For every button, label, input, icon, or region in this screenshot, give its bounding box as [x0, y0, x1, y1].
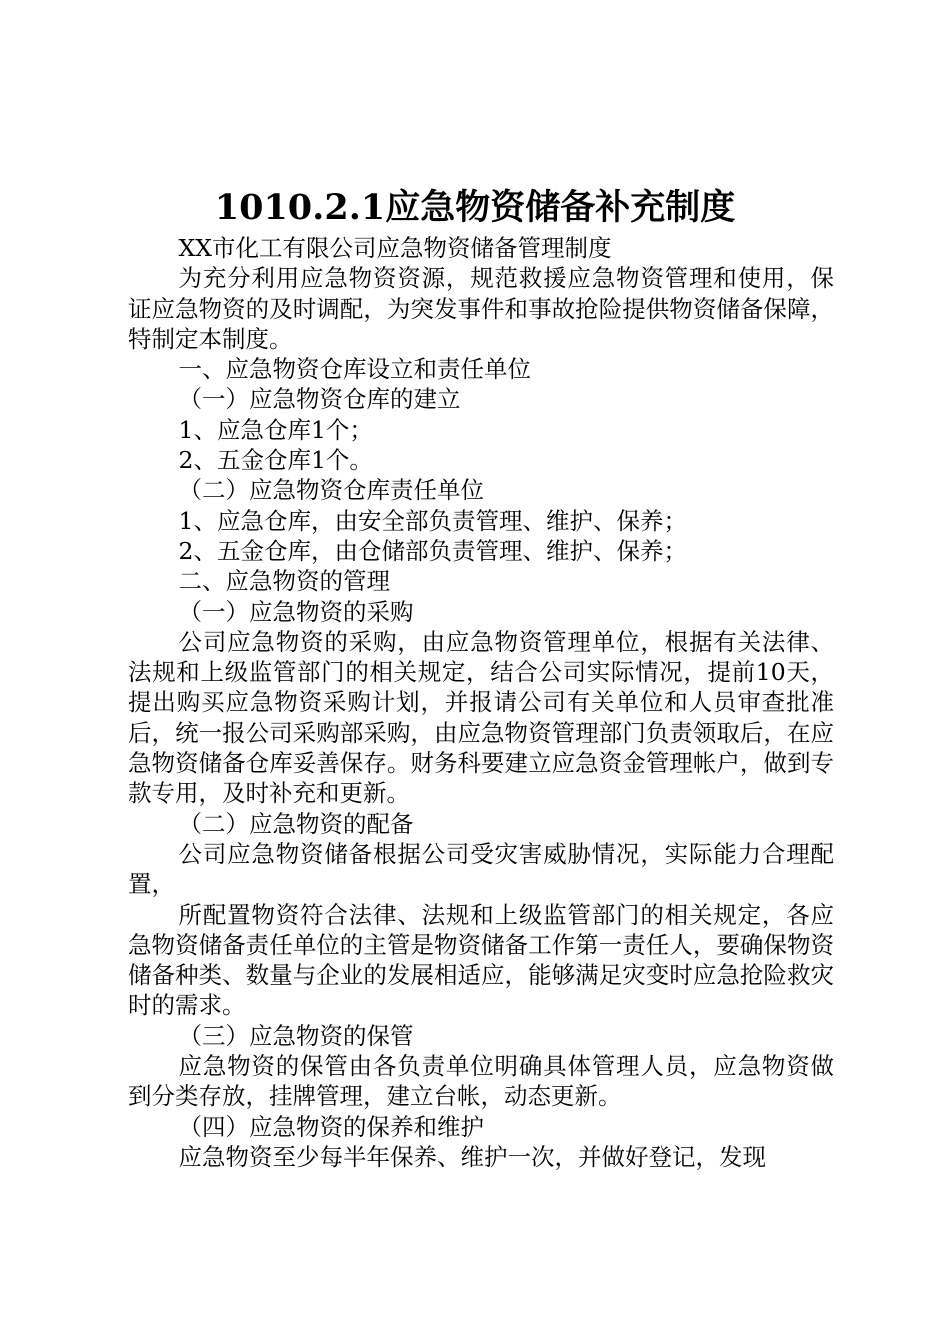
document-body — [128, 233, 834, 1172]
list-item: 1、应急仓库，由安全部负责管理、维护、保养； — [178, 506, 687, 535]
subsection-heading-1-1: （一）应急物资仓库的建立 — [178, 385, 461, 414]
list-item: 1、应急仓库1个； — [178, 415, 373, 444]
paragraph-allocation: 公司应急物资储备根据公司受灾害威胁情况，实际能力合理配置， — [128, 839, 834, 899]
section-heading-1: 一、应急物资仓库设立和责任单位 — [178, 355, 532, 384]
paragraph-maintenance: 应急物资至少每半年保养、维护一次，并做好登记，发现 — [178, 1142, 767, 1171]
subsection-heading-2-2: （二）应急物资的配备 — [178, 809, 414, 838]
list-item: 2、五金仓库1个。 — [178, 446, 373, 475]
paragraph-procurement: 公司应急物资的采购，由应急物资管理单位，根据有关法律、法规和上级监管部门的相关规定，结合公司实际情况，提前10天，提出购买应急物资采购计划，并报请公司有关单位和人员审查批准后，统一报公司采购部采购，由应急物资管理部门负责领取后，在应急物资储备仓库妥善保存。财务科要建立应急资金管理帐户，做到专款专用，及时补充和更新。 — [128, 627, 834, 808]
list-item: 2、五金仓库，由仓储部负责管理、维护、保养； — [178, 536, 687, 565]
document-title: 1010.2.1应急物资储备补充制度 — [214, 187, 736, 228]
subsection-heading-2-3: （三）应急物资的保管 — [178, 1021, 414, 1050]
section-heading-2: 二、应急物资的管理 — [178, 567, 391, 596]
subsection-heading-1-2: （二）应急物资仓库责任单位 — [178, 476, 485, 505]
paragraph-custody: 应急物资的保管由各负责单位明确具体管理人员，应急物资做到分类存放，挂牌管理，建立台帐，动态更新。 — [128, 1052, 834, 1111]
paragraph-allocation-rules: 所配置物资符合法律、法规和上级监管部门的相关规定，各应急物资储备责任单位的主管是物资储备工作第一责任人，要确保物资储备种类、数量与企业的发展相适应，能够满足灾变时应急抢险救灾时的需求。 — [128, 900, 834, 1020]
subsection-heading-2-1: （一）应急物资的采购 — [178, 597, 414, 626]
subsection-heading-2-4: （四）应急物资的保养和维护 — [178, 1112, 485, 1141]
paragraph-subtitle: XX市化工有限公司应急物资储备管理制度 — [178, 234, 612, 262]
paragraph-purpose: 为充分利用应急物资资源，规范救援应急物资管理和使用，保证应急物资的及时调配，为突发事件和事故抢险提供物资储备保障，特制定本制度。 — [128, 264, 834, 353]
